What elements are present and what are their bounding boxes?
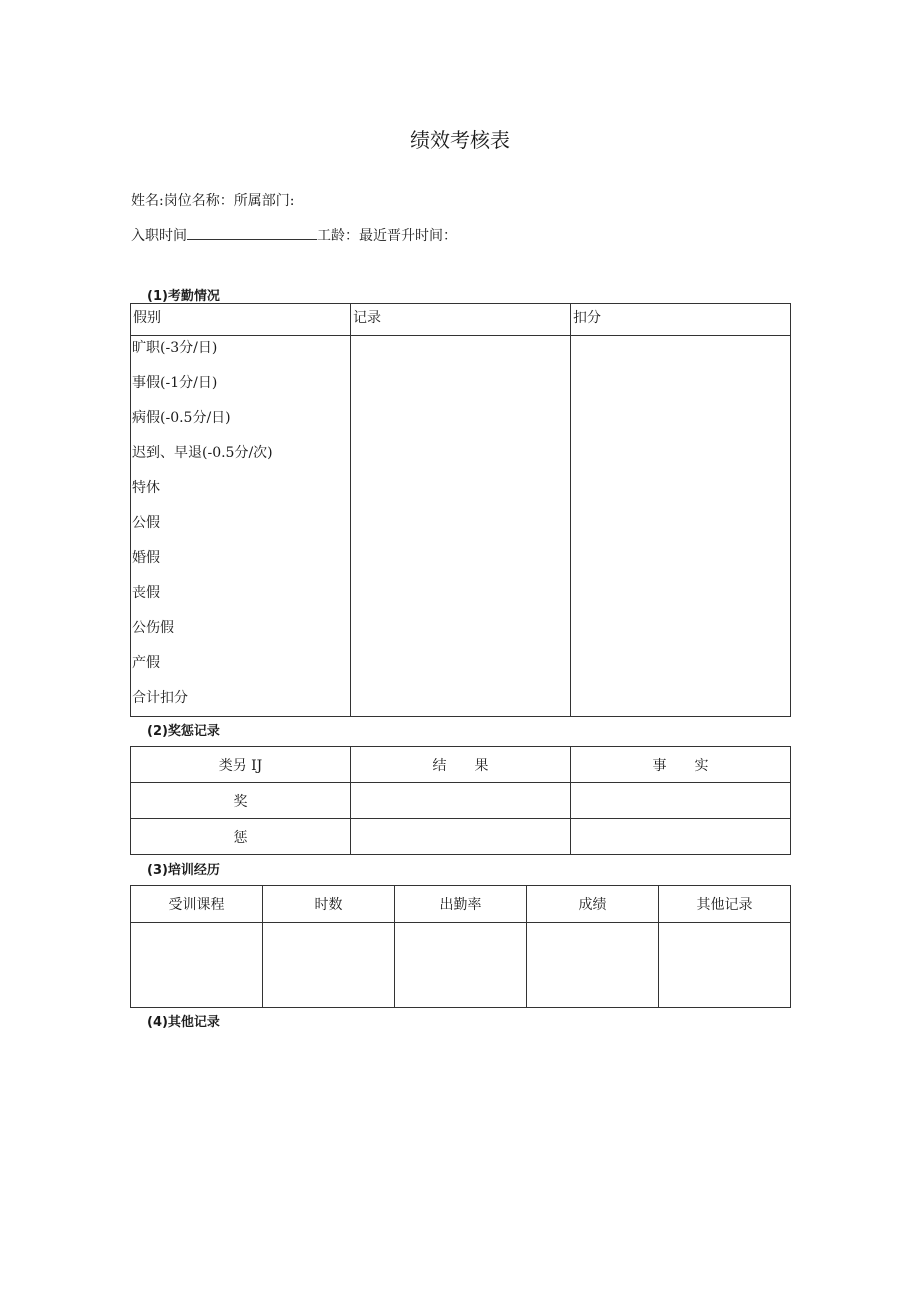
leave-item-maternity: 产假 [132, 655, 160, 671]
rewards-heading: (2)奖惩记录 [147, 724, 220, 739]
other-notes-cell[interactable] [659, 923, 791, 1008]
info-line-hire [131, 225, 457, 245]
header-score: 成绩 [527, 886, 659, 923]
leave-item-bereavement: 丧假 [132, 585, 160, 601]
info-line-name: 姓名:岗位名称：所属部门: [131, 193, 295, 209]
header-deduction: 扣分 [571, 304, 791, 336]
record-cell[interactable] [351, 336, 571, 717]
score-cell[interactable] [527, 923, 659, 1008]
hire-date-blank[interactable] [187, 227, 317, 240]
hours-cell[interactable] [263, 923, 395, 1008]
leave-item-injury: 公伤假 [132, 620, 174, 636]
leave-type-list [131, 336, 350, 716]
header-result: 结 果 [351, 747, 571, 783]
leave-item-sick: 病假(-0.5分/日) [132, 410, 231, 426]
leave-item-absent: 旷职(-3分/日) [132, 340, 218, 356]
attendance-rate-cell[interactable] [395, 923, 527, 1008]
attendance-table [130, 303, 791, 717]
header-leave-type: 假别 [131, 304, 351, 336]
row-penalty-label: 惩 [131, 819, 351, 855]
seniority-promotion-label: 工龄：最近晋升时间： [317, 228, 457, 244]
hire-date-label: 入职时间 [131, 228, 187, 244]
header-course: 受训课程 [131, 886, 263, 923]
leave-item-personal: 事假(-1分/日) [132, 375, 218, 391]
page-title: 绩效考核表 [410, 128, 510, 152]
header-record: 记录 [351, 304, 571, 336]
header-hours: 时数 [263, 886, 395, 923]
penalty-result-cell[interactable] [351, 819, 571, 855]
attendance-heading: (1)考勤情况 [147, 289, 220, 304]
leave-item-late: 迟到、早退(-0.5分/次) [132, 445, 273, 461]
leave-item-special: 特休 [132, 480, 160, 496]
training-heading: (3)培训经历 [147, 863, 220, 878]
reward-fact-cell[interactable] [571, 783, 791, 819]
header-fact: 事 实 [571, 747, 791, 783]
header-other-notes: 其他记录 [659, 886, 791, 923]
leave-item-official: 公假 [132, 515, 160, 531]
course-cell[interactable] [131, 923, 263, 1008]
leave-item-marriage: 婚假 [132, 550, 160, 566]
deduction-cell[interactable] [571, 336, 791, 717]
header-attendance-rate: 出勤率 [395, 886, 527, 923]
reward-result-cell[interactable] [351, 783, 571, 819]
leave-type-cell [131, 336, 351, 717]
rewards-table [130, 746, 791, 855]
training-table [130, 885, 791, 1008]
other-heading: (4)其他记录 [147, 1015, 220, 1030]
leave-item-total: 合计扣分 [132, 690, 188, 706]
penalty-fact-cell[interactable] [571, 819, 791, 855]
row-reward-label: 奖 [131, 783, 351, 819]
header-category: 类另 IJ [131, 747, 351, 783]
